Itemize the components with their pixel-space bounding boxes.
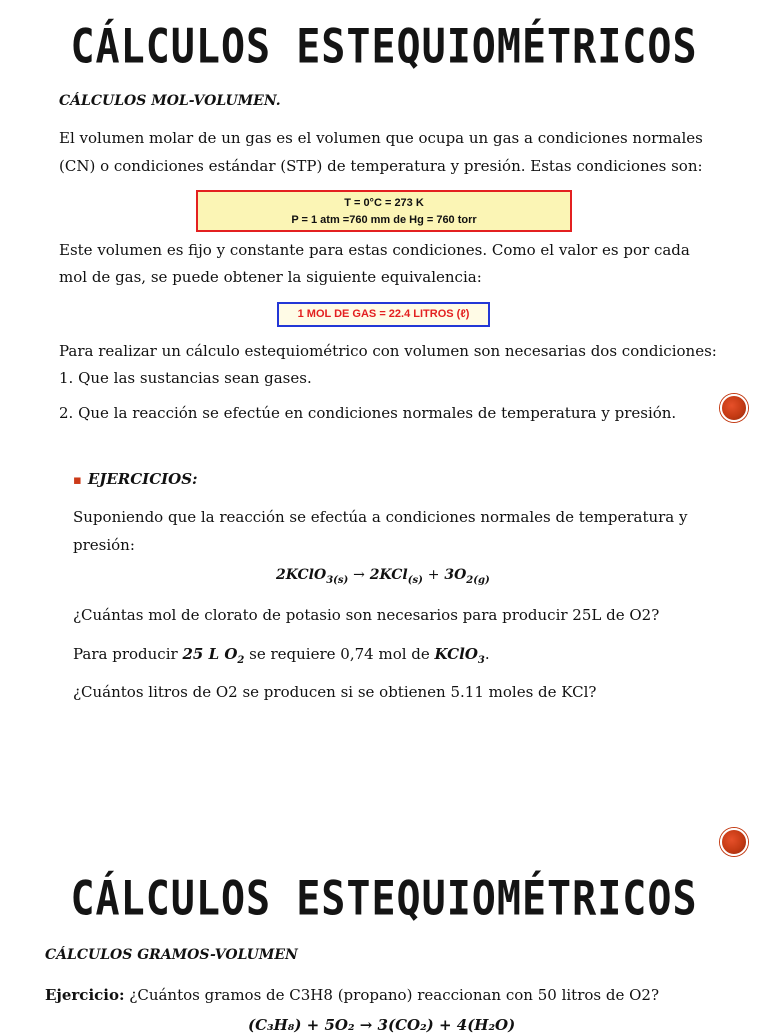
answer-1-compound-text: KClO bbox=[434, 645, 478, 663]
condition-2: 2. Que la reacción se efectúe en condiciones normales de temperatura y presión. bbox=[59, 404, 677, 422]
exercise-text: ¿Cuántos gramos de C3H8 (propano) reaccionan con 50 litros de O2? bbox=[129, 986, 659, 1004]
product1-formula: 2KCl bbox=[369, 567, 408, 583]
answer-1-quantity bbox=[182, 645, 245, 666]
subheading-gramos-volumen: CÁLCULOS GRAMOS-VOLUMEN bbox=[45, 947, 298, 963]
answer-1-suffix: . bbox=[484, 645, 490, 663]
conditions-box bbox=[196, 190, 572, 232]
reactant-subscript: 3(s) bbox=[326, 574, 349, 586]
reactant-formula: 2KClO bbox=[276, 567, 327, 583]
para1-line1: El volumen molar de un gas es el volumen que ocupa un gas a condiciones normales bbox=[59, 129, 703, 147]
product2-subscript: 2(g) bbox=[466, 574, 490, 586]
answer-1-compound bbox=[434, 645, 485, 666]
product2-formula: 3O bbox=[444, 567, 467, 583]
exercises-heading-row bbox=[73, 469, 198, 488]
question-1: ¿Cuántas mol de clorato de potasio son necesarios para producir 25L de O2? bbox=[73, 606, 660, 624]
exercise-line bbox=[45, 986, 659, 1004]
conditions-pressure: P = 1 atm =760 mm de Hg = 760 torr bbox=[291, 214, 477, 226]
answer-1-middle: se requiere 0,74 mol de bbox=[249, 645, 430, 663]
reaction-partial: (C₃H₈) + 5O₂ → 3(CO₂) + 4(H₂O) bbox=[248, 1016, 516, 1034]
para2-line2: mol de gas, se puede obtener la siguiente equivalencia: bbox=[59, 268, 482, 286]
question-2: ¿Cuántos litros de O2 se producen si se obtienen 5.11 moles de KCl? bbox=[73, 683, 597, 701]
circle-bullet-icon[interactable] bbox=[720, 394, 748, 422]
circle-bullet-icon[interactable] bbox=[720, 828, 748, 856]
reaction-equation bbox=[276, 567, 490, 586]
slide-2-title: CÁLCULOS ESTEQUIOMÉTRICOS bbox=[70, 872, 698, 927]
para1-line2: (CN) o condiciones estándar (STP) de temperatura y presión. Estas condiciones son: bbox=[59, 157, 703, 175]
answer-1-compound-sub: 3 bbox=[477, 655, 485, 666]
exercise-intro-line2: presión: bbox=[73, 536, 135, 554]
exercises-heading: EJERCICIOS: bbox=[87, 470, 198, 488]
para3: Para realizar un cálculo estequiométrico con volumen son necesarias dos condiciones: bbox=[59, 342, 717, 360]
square-bullet-icon: ▪ bbox=[73, 473, 82, 488]
product1-subscript: (s) bbox=[407, 574, 423, 586]
exercise-label: Ejercicio: bbox=[45, 986, 125, 1004]
condition-1: 1. Que las sustancias sean gases. bbox=[59, 369, 312, 387]
answer-1-qty-sub: 2 bbox=[237, 655, 245, 666]
reaction-arrow: → bbox=[353, 567, 365, 583]
equivalence-box: 1 MOL DE GAS = 22.4 LITROS (ℓ) bbox=[277, 302, 490, 327]
answer-1 bbox=[73, 645, 490, 666]
para2-line1: Este volumen es fijo y constante para estas condiciones. Como el valor es por cada bbox=[59, 241, 690, 259]
plus-sign: + bbox=[427, 567, 440, 583]
exercise-intro-line1: Suponiendo que la reacción se efectúa a condiciones normales de temperatura y bbox=[73, 508, 688, 526]
subheading-mol-volumen: CÁLCULOS MOL-VOLUMEN. bbox=[59, 93, 281, 109]
answer-1-prefix: Para producir bbox=[73, 645, 178, 663]
conditions-temperature: T = 0°C = 273 K bbox=[344, 197, 424, 209]
slide-1-title: CÁLCULOS ESTEQUIOMÉTRICOS bbox=[70, 20, 698, 75]
answer-1-qty-text: 25 L O bbox=[182, 645, 238, 663]
